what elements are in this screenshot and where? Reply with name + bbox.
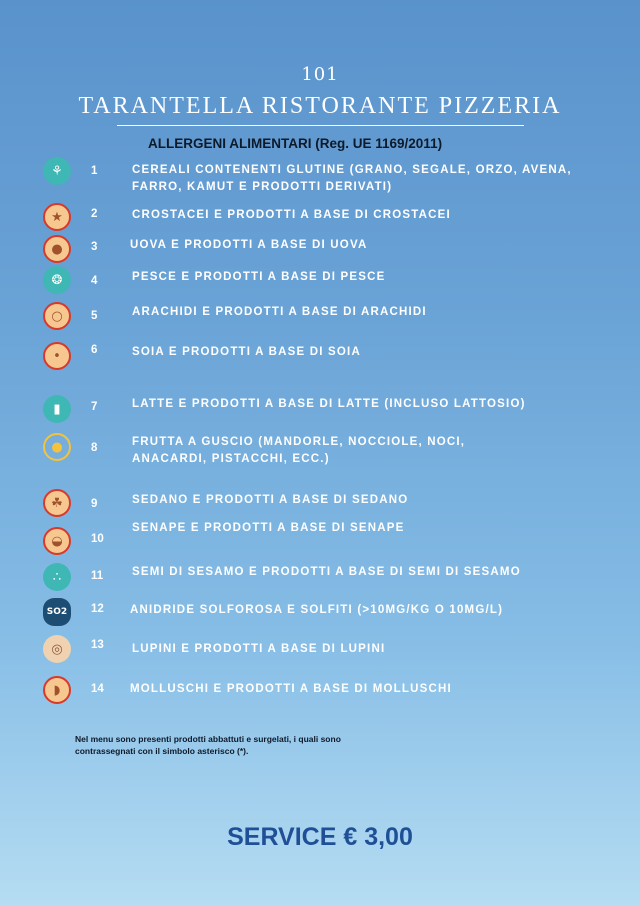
allergen-label: UOVA E PRODOTTI A BASE DI UOVA — [130, 239, 368, 251]
crustacean-icon: ★ — [43, 203, 71, 231]
allergen-number: 5 — [91, 310, 98, 322]
allergen-label: SOIA E PRODOTTI A BASE DI SOIA — [132, 346, 361, 358]
allergen-number: 12 — [91, 603, 104, 615]
allergen-label: ANIDRIDE SOLFOROSA E SOLFITI (>10MG/KG O 10MG/L) — [130, 604, 504, 616]
allergen-label: PESCE E PRODOTTI A BASE DI PESCE — [132, 271, 386, 283]
allergen-label: CROSTACEI E PRODOTTI A BASE DI CROSTACEI — [132, 209, 451, 221]
restaurant-name: TARANTELLA RISTORANTE PIZZERIA — [78, 93, 562, 119]
allergen-number: 11 — [91, 570, 104, 582]
allergen-number: 6 — [91, 344, 98, 356]
sesame-icon: ∴ — [43, 563, 71, 591]
allergen-label: CEREALI CONTENENTI GLUTINE (GRANO, SEGALE, ORZO, AVENA, FARRO, KAMUT E PRODOTTI DERIVATI) — [132, 164, 572, 193]
allergen-label: SEMI DI SESAMO E PRODOTTI A BASE DI SEMI DI SESAMO — [132, 566, 521, 578]
soy-icon: • — [43, 342, 71, 370]
nut-icon: ● — [43, 433, 71, 461]
allergen-number: 4 — [91, 275, 98, 287]
allergen-label: FRUTTA A GUSCIO (MANDORLE, NOCCIOLE, NOCI, ANACARDI, PISTACCHI, ECC.) — [132, 436, 466, 465]
wheat-icon: ⚘ — [43, 157, 71, 185]
page-subtitle: ALLERGENI ALIMENTARI (Reg. UE 1169/2011) — [148, 136, 443, 151]
allergen-number: 9 — [91, 498, 98, 510]
allergen-number: 3 — [91, 241, 98, 253]
title-divider — [117, 125, 524, 126]
allergen-number: 14 — [91, 683, 104, 695]
peanut-icon: ○ — [43, 302, 71, 330]
frozen-products-note: Nel menu sono presenti prodotti abbattuti e surgelati, i quali sono contrassegnati con il simbolo asterisco (*). — [75, 734, 341, 756]
page-number: 101 — [301, 64, 339, 85]
mustard-icon: ◒ — [43, 527, 71, 555]
mollusc-icon: ◗ — [43, 676, 71, 704]
allergen-number: 7 — [91, 401, 98, 413]
allergen-number: 13 — [91, 639, 104, 651]
allergen-number: 2 — [91, 208, 98, 220]
service-charge: SERVICE € 3,00 — [227, 823, 413, 851]
allergen-label: LUPINI E PRODOTTI A BASE DI LUPINI — [132, 643, 386, 655]
allergen-number: 8 — [91, 442, 98, 454]
allergen-label: SEDANO E PRODOTTI A BASE DI SEDANO — [132, 494, 409, 506]
allergen-number: 1 — [91, 165, 98, 177]
allergen-label: SENAPE E PRODOTTI A BASE DI SENAPE — [132, 522, 405, 534]
allergen-label: MOLLUSCHI E PRODOTTI A BASE DI MOLLUSCHI — [130, 683, 452, 695]
allergen-label: LATTE E PRODOTTI A BASE DI LATTE (INCLUSO LATTOSIO) — [132, 398, 526, 410]
allergen-label: ARACHIDI E PRODOTTI A BASE DI ARACHIDI — [132, 306, 427, 318]
lupin-icon: ◎ — [43, 635, 71, 663]
egg-icon: ● — [43, 235, 71, 263]
milk-icon: ▮ — [43, 395, 71, 423]
celery-icon: ☘ — [43, 489, 71, 517]
allergen-number: 10 — [91, 533, 104, 545]
sulphite-icon: SO2 — [43, 598, 71, 626]
fish-icon: ❂ — [43, 266, 71, 294]
